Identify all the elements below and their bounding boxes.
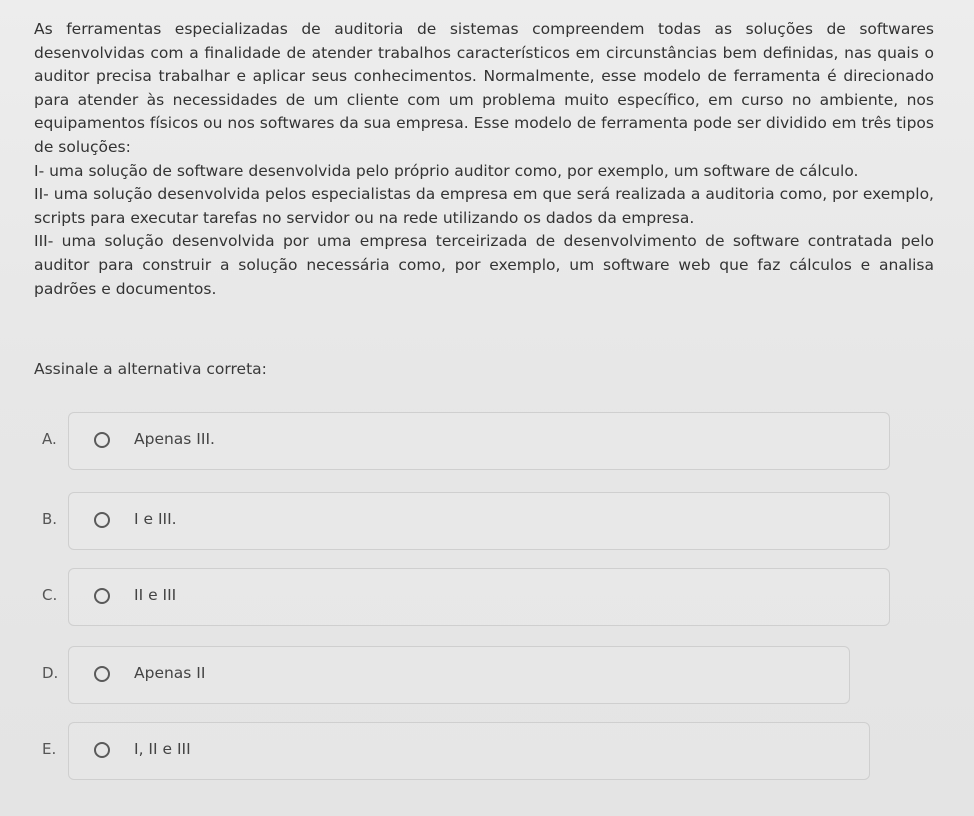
option-a[interactable] — [30, 412, 890, 470]
option-letter: A. — [42, 430, 57, 448]
option-d[interactable] — [30, 646, 890, 704]
option-label: Apenas III. — [134, 430, 215, 448]
statement-i: I- uma solução de software desenvolvida pelo próprio auditor como, por exemplo, um software de cálculo. — [34, 161, 859, 180]
radio-icon[interactable] — [94, 742, 110, 758]
option-letter: B. — [42, 510, 58, 528]
option-box[interactable] — [68, 492, 890, 550]
question-prompt: Assinale a alternativa correta: — [34, 360, 267, 378]
option-letter: E. — [42, 740, 57, 758]
question-text — [34, 18, 934, 301]
option-label: II e III — [134, 586, 177, 604]
radio-icon[interactable] — [94, 512, 110, 528]
option-label: I e III. — [134, 510, 177, 528]
radio-icon[interactable] — [94, 432, 110, 448]
statement-iii: III- uma solução desenvolvida por uma empresa terceirizada de desenvolvimento de software contratada pelo auditor para construir a solução necessária como, por exemplo, um software web que faz cálculos e analisa padrões e documentos. — [34, 232, 934, 298]
option-box[interactable] — [68, 568, 890, 626]
option-c[interactable] — [30, 568, 890, 626]
question-intro: As ferramentas especializadas de auditoria de sistemas compreendem todas as soluções de softwares desenvolvidas com a finalidade de atender trabalhos característicos em circunstâncias bem definidas, nas quais o auditor precisa trabalhar e aplicar seus conhecimentos. Normalmente, esse modelo de ferramenta é direcionado para atender às necessidades de um cliente com um problema muito específico, em curso no ambiente, nos equipamentos físicos ou nos softwares da sua empresa. Esse modelo de ferramenta pode ser dividido em três tipos de soluções: — [34, 20, 934, 156]
option-label: Apenas II — [134, 664, 206, 682]
radio-icon[interactable] — [94, 588, 110, 604]
option-e[interactable] — [30, 722, 890, 780]
radio-icon[interactable] — [94, 666, 110, 682]
option-label: I, II e III — [134, 740, 191, 758]
option-letter: D. — [42, 664, 59, 682]
option-letter: C. — [42, 586, 58, 604]
statement-ii: II- uma solução desenvolvida pelos especialistas da empresa em que será realizada a auditoria como, por exemplo, scripts para executar tarefas no servidor ou na rede utilizando os dados da empresa. — [34, 185, 934, 227]
option-b[interactable] — [30, 492, 890, 550]
